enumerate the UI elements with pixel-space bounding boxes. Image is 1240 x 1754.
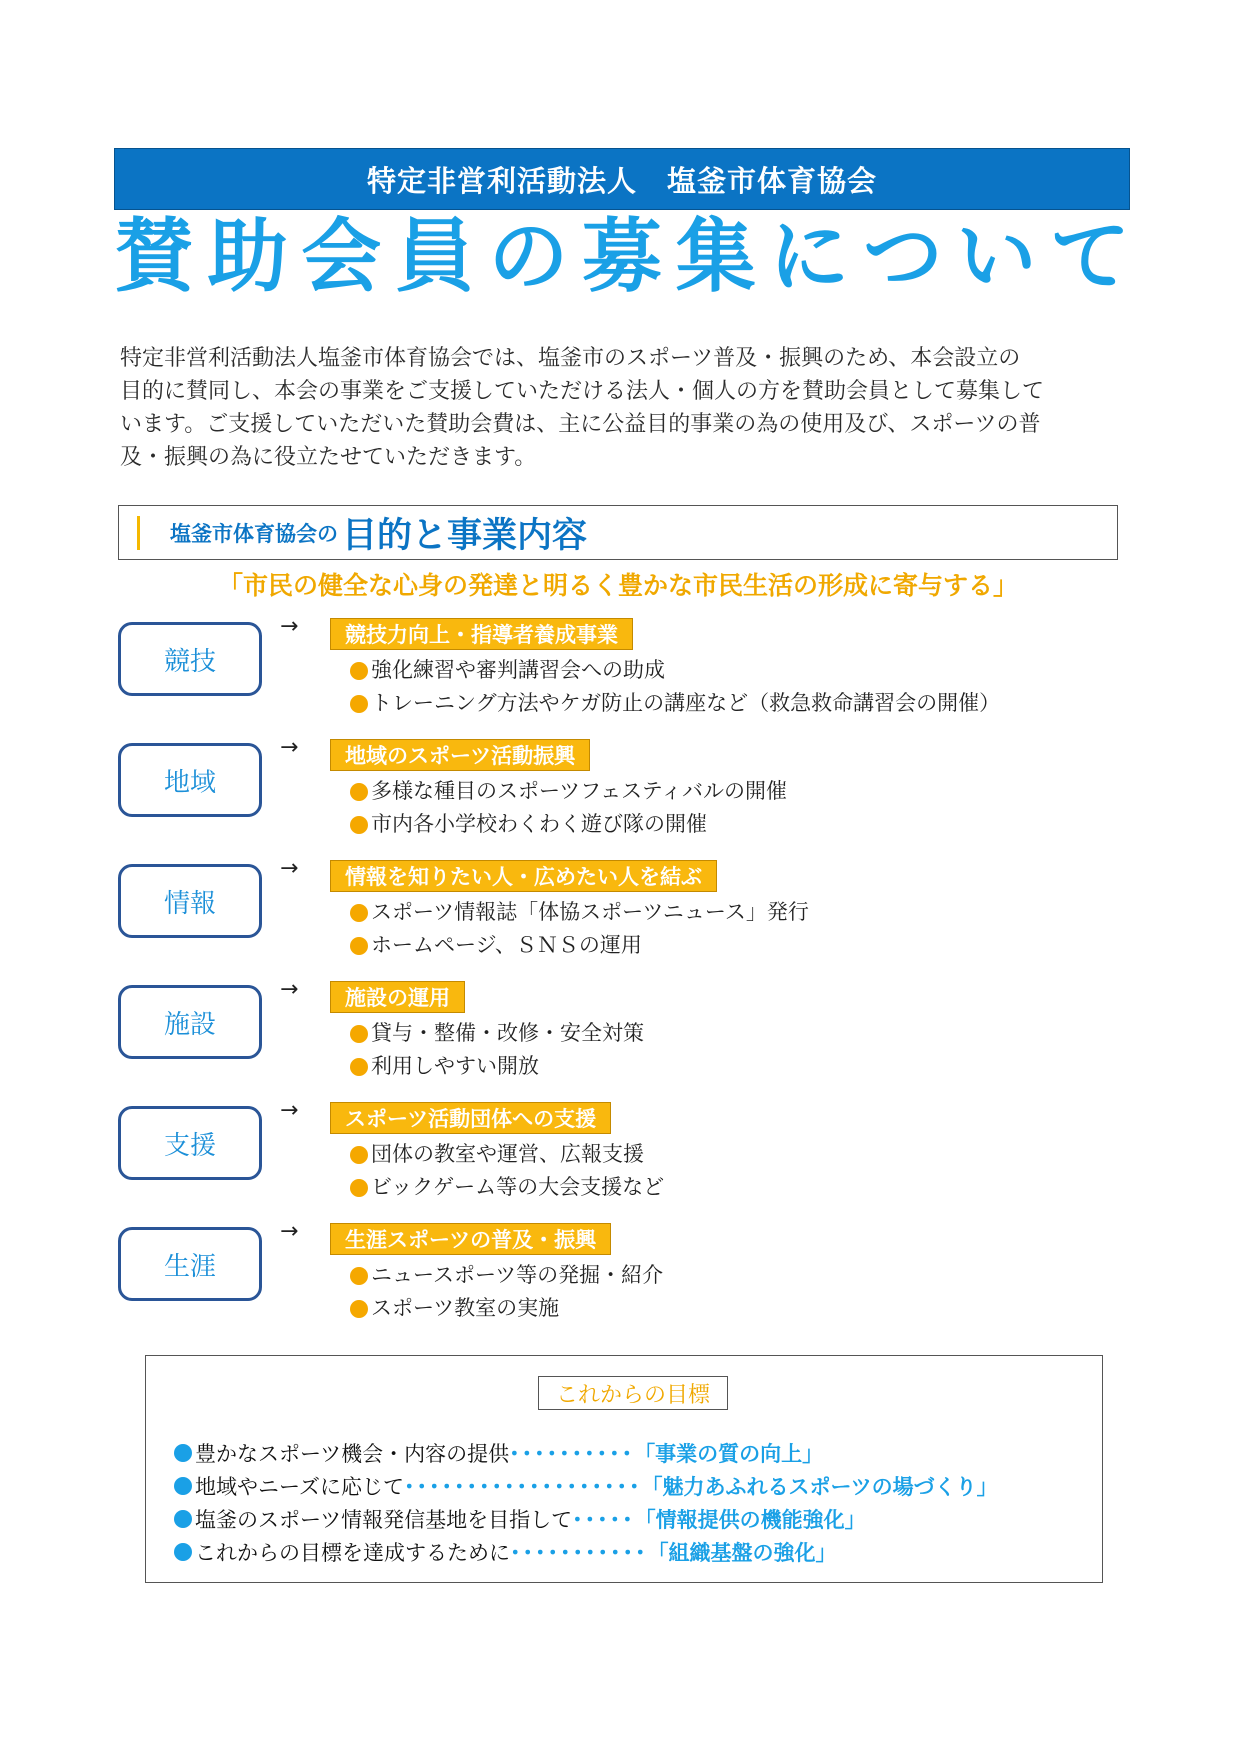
- goals-title: これからの目標: [538, 1376, 728, 1410]
- bullet-dot-icon: [174, 1444, 192, 1462]
- organization-name: 特定非営利活動法人 塩釜市体育協会: [366, 163, 877, 198]
- bullet-dot-icon: [174, 1477, 192, 1495]
- goal-leader: ･･･････････: [510, 1541, 648, 1565]
- category-shogai: [118, 1215, 1128, 1325]
- title-char: て: [1049, 210, 1130, 303]
- title-char: 集: [675, 210, 756, 303]
- title-char: に: [769, 210, 850, 303]
- bullet-dot-icon: [350, 816, 368, 834]
- category-shisetsu: [118, 973, 1128, 1083]
- title-char: つ: [862, 210, 943, 303]
- bullet-dot-icon: [350, 1267, 368, 1285]
- category-items: [350, 1017, 644, 1083]
- goal-row: [174, 1504, 866, 1534]
- intro-paragraph: [120, 342, 1120, 474]
- intro-line: 特定非営利活動法人塩釜市体育協会では、塩釜市のスポーツ普及・振興のため、本会設立の: [120, 346, 1021, 371]
- goal-result: 「情報提供の機能強化」: [634, 1508, 866, 1532]
- list-item: [350, 1171, 664, 1204]
- bullet-dot-icon: [350, 1179, 368, 1197]
- arrow-icon: →: [280, 1219, 299, 1244]
- goals-box: [145, 1355, 1103, 1583]
- title-char: 会: [301, 210, 382, 303]
- goal-text: 豊かなスポーツ機会・内容の提供: [195, 1442, 510, 1466]
- arrow-icon: →: [280, 735, 299, 760]
- list-item: [350, 1259, 663, 1292]
- goal-row: [174, 1471, 998, 1501]
- list-item: [350, 1292, 663, 1325]
- category-items: [350, 896, 809, 962]
- category-label-box: 施設: [118, 985, 262, 1059]
- header-bar: [114, 148, 1130, 210]
- item-text: ホームページ、ＳＮＳの運用: [371, 933, 642, 957]
- category-heading: 情報を知りたい人・広めたい人を結ぶ: [330, 860, 717, 892]
- category-joho: [118, 852, 1128, 962]
- goal-text: これからの目標を達成するために: [195, 1541, 510, 1565]
- goal-row: [174, 1438, 823, 1468]
- list-item: [350, 808, 787, 841]
- category-items: [350, 654, 1000, 720]
- category-chiiki: [118, 731, 1128, 841]
- intro-line: います。ご支援していただいた賛助会費は、主に公益目的事業の為の使用及び、スポーツの普: [120, 412, 1041, 437]
- purpose-heading-box: [118, 505, 1118, 560]
- intro-line: 目的に賛同し、本会の事業をご支援していただける法人・個人の方を賛助会員として募集して: [120, 379, 1045, 404]
- category-heading: 施設の運用: [330, 981, 465, 1013]
- category-items: [350, 775, 787, 841]
- intro-line: 及・振興の為に役立たせていただきます。: [120, 445, 537, 470]
- list-item: [350, 896, 809, 929]
- category-shien: [118, 1094, 1128, 1204]
- arrow-icon: →: [280, 1098, 299, 1123]
- bullet-dot-icon: [350, 662, 368, 680]
- goal-result: 「事業の質の向上」: [634, 1442, 824, 1466]
- title-char: 募: [581, 210, 662, 303]
- title-char: の: [488, 210, 569, 303]
- arrow-icon: →: [280, 977, 299, 1002]
- list-item: [350, 654, 1000, 687]
- item-text: 貸与・整備・改修・安全対策: [371, 1021, 644, 1045]
- item-text: スポーツ教室の実施: [371, 1296, 560, 1320]
- item-text: 利用しやすい開放: [371, 1054, 539, 1078]
- arrow-icon: →: [280, 856, 299, 881]
- item-text: トレーニング方法やケガ防止の講座など（救急救命講習会の開催）: [371, 691, 1001, 715]
- bullet-dot-icon: [350, 1300, 368, 1318]
- list-item: [350, 929, 809, 962]
- category-items: [350, 1259, 663, 1325]
- category-heading: 地域のスポーツ活動振興: [330, 739, 590, 771]
- category-label-box: 生涯: [118, 1227, 262, 1301]
- bullet-dot-icon: [174, 1543, 192, 1561]
- goal-result: 「組織基盤の強化」: [647, 1541, 837, 1565]
- main-title: [114, 212, 1130, 302]
- bullet-dot-icon: [350, 695, 368, 713]
- arrow-icon: →: [280, 614, 299, 639]
- purpose-big-label: 目的と事業内容: [342, 515, 588, 556]
- category-heading: スポーツ活動団体への支援: [330, 1102, 611, 1134]
- purpose-small-label: 塩釜市体育協会の: [170, 521, 338, 546]
- list-item: [350, 775, 787, 808]
- item-text: ニュースポーツ等の発掘・紹介: [371, 1263, 664, 1287]
- item-text: スポーツ情報誌「体協スポーツニュース」発行: [371, 900, 809, 924]
- bullet-dot-icon: [350, 783, 368, 801]
- bullet-dot-icon: [350, 937, 368, 955]
- list-item: [350, 1017, 644, 1050]
- item-text: 多様な種目のスポーツフェスティバルの開催: [371, 779, 788, 803]
- list-item: [350, 1138, 664, 1171]
- category-label-box: 情報: [118, 864, 262, 938]
- goal-leader: ･･･････････････････: [403, 1475, 642, 1499]
- item-text: 団体の教室や運営、広報支援: [371, 1142, 644, 1166]
- goal-row: [174, 1537, 837, 1567]
- category-label-box: 支援: [118, 1106, 262, 1180]
- title-char: 賛: [114, 210, 194, 303]
- category-items: [350, 1138, 664, 1204]
- title-char: い: [956, 210, 1037, 303]
- category-kyogi: [118, 610, 1128, 720]
- list-item: [350, 687, 1000, 720]
- category-label-box: 競技: [118, 622, 262, 696]
- bullet-dot-icon: [350, 1025, 368, 1043]
- list-item: [350, 1050, 644, 1083]
- goal-leader: ･････: [572, 1508, 635, 1532]
- bullet-dot-icon: [350, 1058, 368, 1076]
- goal-text: 塩釜のスポーツ情報発信基地を目指して: [195, 1508, 573, 1532]
- bullet-dot-icon: [350, 904, 368, 922]
- category-heading: 競技力向上・指導者養成事業: [330, 618, 633, 650]
- category-label-box: 地域: [118, 743, 262, 817]
- item-text: ビックゲーム等の大会支援など: [371, 1175, 665, 1199]
- goal-result: 「魅力あふれるスポーツの場づくり」: [641, 1475, 998, 1499]
- title-char: 員: [394, 210, 475, 303]
- bullet-dot-icon: [350, 1146, 368, 1164]
- item-text: 市内各小学校わくわく遊び隊の開催: [371, 812, 707, 836]
- mission-statement: 「市民の健全な心身の発達と明るく豊かな市民生活の形成に寄与する」: [217, 571, 1018, 600]
- title-char: 助: [207, 210, 288, 303]
- category-heading: 生涯スポーツの普及・振興: [330, 1223, 611, 1255]
- goal-text: 地域やニーズに応じて: [195, 1475, 404, 1499]
- goal-leader: ･･････････: [509, 1442, 635, 1466]
- item-text: 強化練習や審判講習会への助成: [371, 658, 665, 682]
- accent-bar: [137, 516, 140, 550]
- bullet-dot-icon: [174, 1510, 192, 1528]
